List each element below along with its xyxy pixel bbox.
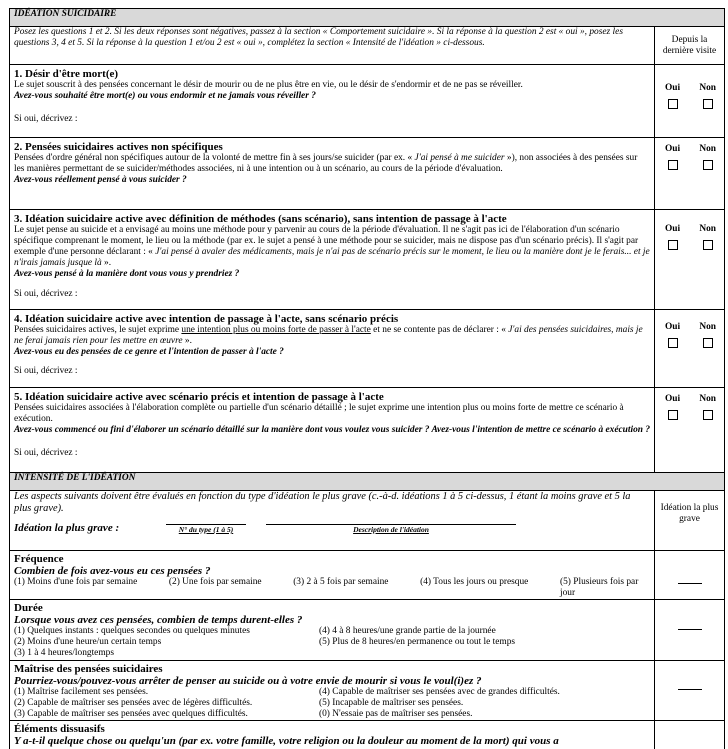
control-title: Maîtrise des pensées suicidaires	[14, 663, 163, 675]
question-1-ask: Avez-vous souhaité être mort(e) ou vous endormir et ne jamais vous réveiller ?	[14, 91, 316, 101]
control-option-0: (0) N'essaie pas de maîtriser ses pensées.	[319, 709, 473, 719]
deterrents-question: Y a-t-il quelque chose ou quelqu'un (par ex. votre famille, votre religion ou la douleur au moment de la mort) qui vous a	[14, 735, 559, 747]
duration-option-3: (3) 1 à 4 heures/longtemps	[14, 648, 114, 658]
frequency-score-field[interactable]	[678, 583, 702, 584]
section-ideation-instructions: Posez les questions 1 et 2. Si les deux réponses sont négatives, passez à la section « Comportement suicidaire ». Si la réponse à la question 2 est « oui », posez les questions 3, 4 et 5. Si la réponse à la question 1 et/ou 2 est « oui », complétez la section « Intensité de l'idéation » ci-dessous.	[10, 27, 655, 65]
question-5-describe-label: Si oui, décrivez :	[14, 448, 78, 458]
q4-no-checkbox[interactable]	[703, 338, 713, 348]
duration-option-2: (2) Moins d'une heure/un certain temps	[14, 637, 162, 647]
yes-label: Oui	[665, 144, 681, 154]
question-3-description: Le sujet pense au suicide et a envisagé au moins une méthode pour y parvenir au cours de la période d'évaluation. Il ne s'agit pas ici de l'élaboration d'un scénario spécifique comprenant le moment, le lieu ou la méthode (par ex. le sujet a pensé à une méthode pour se suicider, mais ne dispose pas d'un scénario précis). Il s'agit par exemple d'une personne déclarant : « J'ai pensé à avaler des médicaments, mais je n'ai pas de scénario précis sur le moment, le lieu ou la manière dont je le ferais... et je n'irais jamais jusque là ».	[14, 225, 650, 268]
frequency-option-3: (3) 2 à 5 fois par semaine	[293, 577, 389, 587]
deterrents-title: Éléments dissuasifs	[14, 723, 105, 735]
frequency-question: Combien de fois avez-vous eu ces pensées ?	[14, 565, 211, 577]
question-1-describe-label: Si oui, décrivez :	[14, 114, 78, 124]
frequency-option-2: (2) Une fois par semaine	[168, 577, 262, 587]
question-4-title: 4. Idéation suicidaire active avec intention de passage à l'acte, sans scénario précis	[14, 313, 399, 325]
control-option-1: (1) Maîtrise facilement ses pensées.	[14, 687, 149, 697]
question-4-row	[10, 310, 725, 388]
most-severe-label: Idéation la plus grave :	[14, 522, 120, 534]
no-label: Non	[699, 83, 717, 93]
question-4-describe-label: Si oui, décrivez :	[14, 366, 78, 376]
question-1-description: Le sujet souscrit à des pensées concernant le désir de mourir ou de ne plus être en vie, ou le désir de s'endormir et de ne pas se réveiller.	[14, 80, 523, 90]
q3-yes-checkbox[interactable]	[668, 240, 678, 250]
q4-yes-checkbox[interactable]	[668, 338, 678, 348]
section-intensity-instructions: Les aspects suivants doivent être évalués en fonction du type d'idéation le plus grave (c.-à-d. idéations 1 à 5 ci-dessus, 1 étant la moins grave et 5 la plus grave).	[14, 491, 631, 514]
question-2-ask: Avez-vous réellement pensé à vous suicider ?	[14, 175, 187, 185]
type-number-caption: N° du type (1 à 5)	[178, 525, 234, 534]
duration-option-1: (1) Quelques instants : quelques secondes ou quelques minutes	[14, 626, 250, 636]
control-score-field[interactable]	[678, 689, 702, 690]
frequency-option-4: (4) Tous les jours ou presque	[420, 577, 529, 587]
q3-no-checkbox[interactable]	[703, 240, 713, 250]
question-5-ask: Avez-vous commencé ou fini d'élaborer un scénario détaillé sur la manière dont vous voulez vous suicider ? Avez-vous l'intention de mettre ce scénario à exécution ?	[14, 425, 651, 435]
q5-no-checkbox[interactable]	[703, 410, 713, 420]
question-3-describe-label: Si oui, décrivez :	[14, 289, 78, 299]
question-4-description: Pensées suicidaires actives, le sujet exprime une intention plus ou moins forte de passer à l'acte et ne se contente pas de déclarer : « J'ai des pensées suicidaires, mais je ne ferai jamais rien pour les mettre en œuvre ».	[14, 325, 643, 346]
yes-label: Oui	[665, 322, 681, 332]
yes-label: Oui	[665, 394, 681, 404]
duration-score-field[interactable]	[678, 629, 702, 630]
no-label: Non	[699, 394, 717, 404]
side-header-most-severe: Idéation la plus grave	[655, 491, 725, 551]
frequency-option-1: (1) Moins d'une fois par semaine	[14, 577, 138, 587]
no-label: Non	[699, 224, 717, 234]
question-5-row	[10, 388, 725, 473]
control-option-2: (2) Capable de maîtriser ses pensées avec de légères difficultés.	[14, 698, 253, 708]
question-2-row	[10, 138, 725, 210]
no-label: Non	[699, 322, 717, 332]
control-option-3: (3) Capable de maîtriser ses pensées avec quelques difficultés.	[14, 709, 248, 719]
side-header-last-visit: Depuis la dernière visite	[655, 27, 725, 65]
question-3-ask: Avez-vous pensé à la manière dont vous vous y prendriez ?	[14, 269, 240, 279]
q2-no-checkbox[interactable]	[703, 160, 713, 170]
control-option-5: (5) Incapable de maîtriser ses pensées.	[319, 698, 464, 708]
question-1-row	[10, 65, 725, 138]
q1-yes-checkbox[interactable]	[668, 99, 678, 109]
question-4-ask: Avez-vous eu des pensées de ce genre et l'intention de passer à l'acte ?	[14, 347, 284, 357]
frequency-row	[10, 551, 725, 600]
yes-label: Oui	[665, 224, 681, 234]
control-option-4: (4) Capable de maîtriser ses pensées avec de grandes difficultés.	[319, 687, 560, 697]
deterrents-row	[10, 721, 725, 749]
csrs-form	[9, 8, 725, 749]
question-2-title: 2. Pensées suicidaires actives non spécifiques	[14, 141, 223, 153]
question-5-title: 5. Idéation suicidaire active avec scénario précis et intention de passage à l'acte	[14, 391, 384, 403]
section-intensity-header: INTENSITÉ DE L'IDÉATION	[10, 473, 725, 491]
question-2-description: Pensées d'ordre général non spécifiques autour de la volonté de mettre fin à ses jours/se suicider (par ex. « J'ai pensé à me suicider »), non associées à des pensées sur les manières permettant de se suicider/méthodes associées, ni à une intention ou à un scénario, au cours de la période d'évaluation.	[14, 153, 638, 174]
frequency-option-5: (5) Plusieurs fois par jour	[559, 577, 639, 598]
ideation-description-caption: Description de l'idéation	[353, 525, 429, 534]
question-1-title: 1. Désir d'être mort(e)	[14, 68, 119, 80]
q2-yes-checkbox[interactable]	[668, 160, 678, 170]
question-3-title: 3. Idéation suicidaire active avec définition de méthodes (sans scénario), sans intention de passage à l'acte	[14, 213, 507, 225]
question-5-description: Pensées suicidaires associées à l'élaboration complète ou partielle d'un scénario détaillé ; le sujet exprime une intention plus ou moins forte de mettre ce scénario à exécution.	[14, 403, 624, 424]
section-ideation-header: IDÉATION SUICIDAIRE	[10, 9, 725, 27]
control-row	[10, 661, 725, 721]
duration-title: Durée	[14, 602, 43, 614]
duration-row	[10, 600, 725, 661]
q1-no-checkbox[interactable]	[703, 99, 713, 109]
yes-label: Oui	[665, 83, 681, 93]
duration-question: Lorsque vous avez ces pensées, combien de temps durent-elles ?	[14, 614, 303, 626]
duration-option-5: (5) Plus de 8 heures/en permanence ou tout le temps	[319, 637, 516, 647]
question-3-row	[10, 210, 725, 310]
no-label: Non	[699, 144, 717, 154]
control-question: Pourriez-vous/pouvez-vous arrêter de penser au suicide ou à votre envie de mourir si vous le voul(i)ez ?	[14, 675, 482, 687]
duration-option-4: (4) 4 à 8 heures/une grande partie de la journée	[319, 626, 496, 636]
q5-yes-checkbox[interactable]	[668, 410, 678, 420]
frequency-title: Fréquence	[14, 553, 64, 565]
